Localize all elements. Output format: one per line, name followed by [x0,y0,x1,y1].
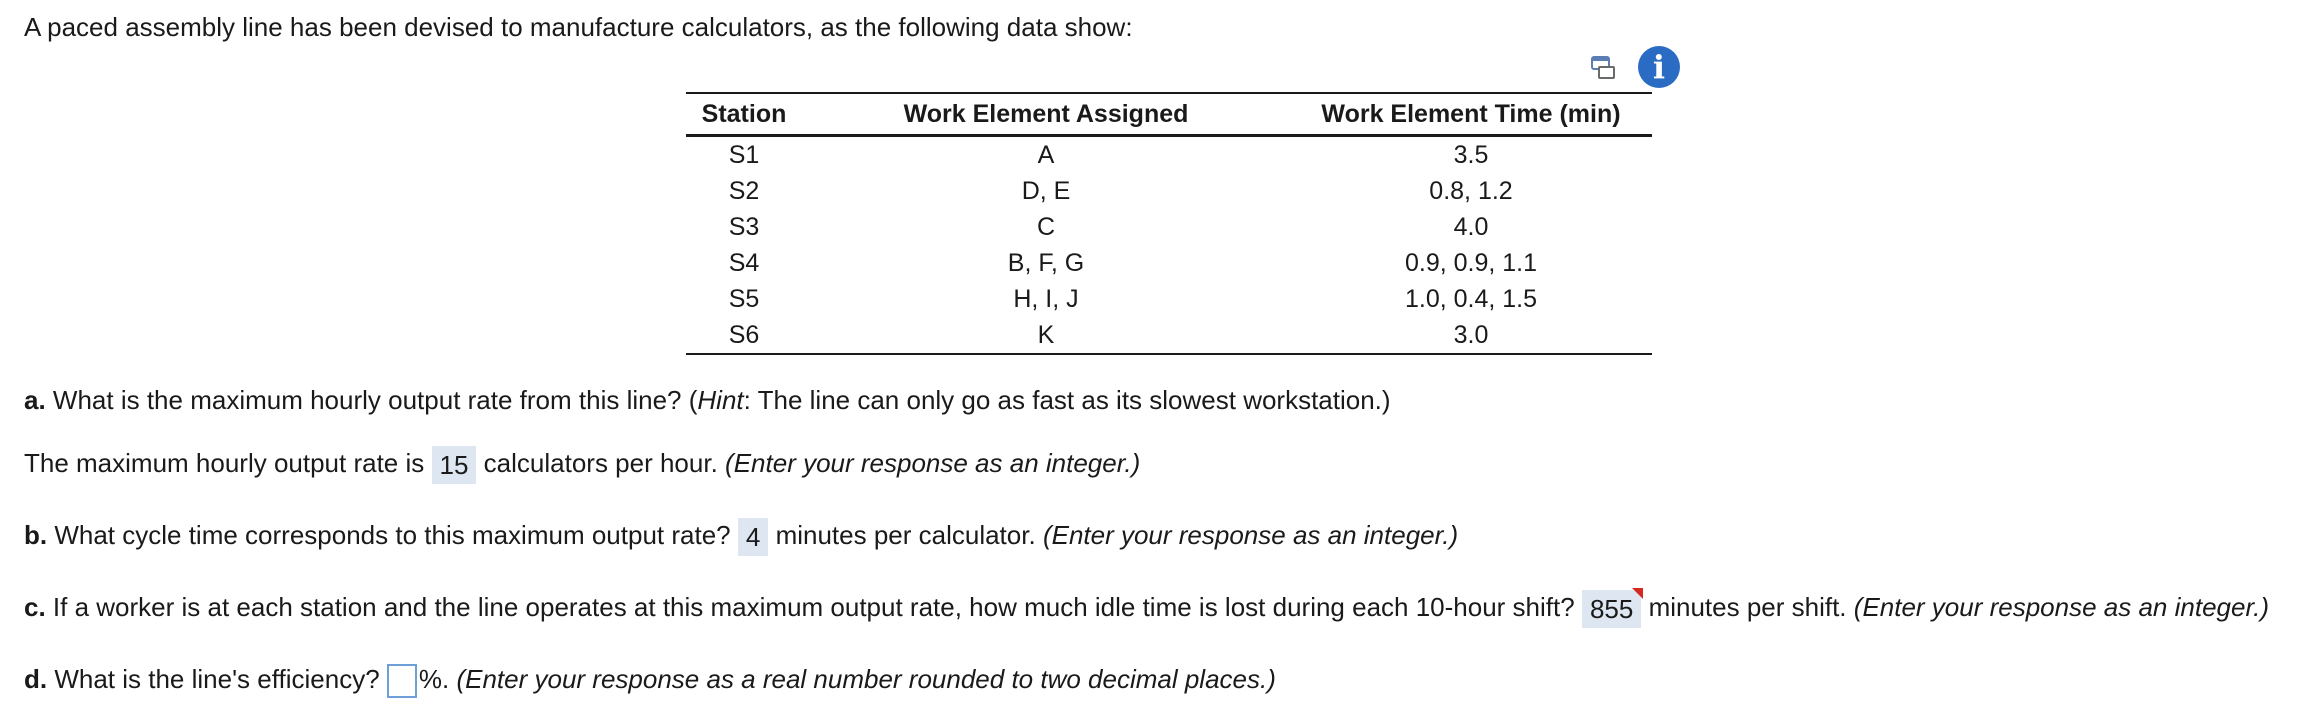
question-d-after: %. [418,664,450,694]
cell-time: 3.0 [1290,317,1652,354]
question-d-instruction: (Enter your response as a real number rounded to two decimal places.) [456,664,1276,694]
cell-station: S4 [728,248,760,277]
question-a-hint-text: : The line can only go as fast as its slowest workstation.) [743,385,1391,415]
cell-work-element: K [802,317,1290,354]
question-d [24,659,1276,699]
info-icon[interactable]: i [1638,46,1680,88]
table-header-row [686,93,1652,136]
question-c-instruction: (Enter your response as an integer.) [1853,592,2270,622]
answer-a-after: calculators per hour. [483,448,718,478]
question-c-label: c. [24,592,46,622]
table-row [686,173,1652,209]
question-a-label: a. [24,385,46,415]
cell-station: S6 [686,317,802,354]
question-b [24,515,1458,556]
question-b-after: minutes per calculator. [775,520,1036,550]
question-a-hint-word: Hint [697,385,744,415]
header-work-element-assigned: Work Element Assigned [802,93,1290,136]
question-d-text: What is the line's efficiency? [54,664,380,694]
answer-a-line [24,443,1140,484]
question-a [24,380,1391,420]
cell-time: 4.0 [1453,212,1489,241]
header-station: Station [686,93,802,136]
cell-station: S5 [728,284,760,313]
question-c [24,587,2269,628]
copy-icon[interactable] [1590,54,1616,80]
problem-intro: A paced assembly line has been devised to manufacture calculators, as the following data show: [24,12,1133,42]
question-b-instruction: (Enter your response as an integer.) [1042,520,1459,550]
cell-time: 1.0, 0.4, 1.5 [1404,284,1538,313]
question-a-text: What is the maximum hourly output rate from this line? ( [52,385,698,415]
cell-time: 3.5 [1453,140,1489,169]
table-row [686,136,1652,174]
cell-work-element: A [1037,140,1055,169]
cell-time: 0.9, 0.9, 1.1 [1404,248,1538,277]
cell-station: S2 [728,176,760,205]
table-row [686,209,1652,245]
table-row [686,245,1652,281]
question-c-after: minutes per shift. [1648,592,1847,622]
cell-work-element: D, E [1021,176,1071,205]
toolbar-icons [1590,46,1680,88]
cell-time: 0.8, 1.2 [1429,176,1513,205]
cell-station: S3 [728,212,760,241]
table-row [686,281,1652,317]
question-b-text: What cycle time corresponds to this maximum output rate? [54,520,731,550]
cell-work-element: H, I, J [1013,284,1079,313]
header-work-element-time: Work Element Time (min) [1290,93,1652,136]
station-table [686,92,1652,355]
cell-work-element: B, F, G [1007,248,1085,277]
efficiency-input[interactable] [387,664,417,698]
cell-work-element: C [1036,212,1056,241]
answer-a-field[interactable]: 15 [432,446,477,484]
cell-station: S1 [728,140,760,169]
table-row [686,317,1652,354]
answer-a-instruction: (Enter your response as an integer.) [725,448,1141,478]
answer-a-before: The maximum hourly output rate is [24,448,425,478]
question-b-label: b. [24,520,48,550]
question-d-label: d. [24,664,48,694]
answer-b-field[interactable]: 4 [738,518,768,556]
question-c-text: If a worker is at each station and the line operates at this maximum output rate, how much idle time is lost during each 10-hour shift? [52,592,1575,622]
answer-c-field[interactable]: 855 [1582,590,1641,628]
